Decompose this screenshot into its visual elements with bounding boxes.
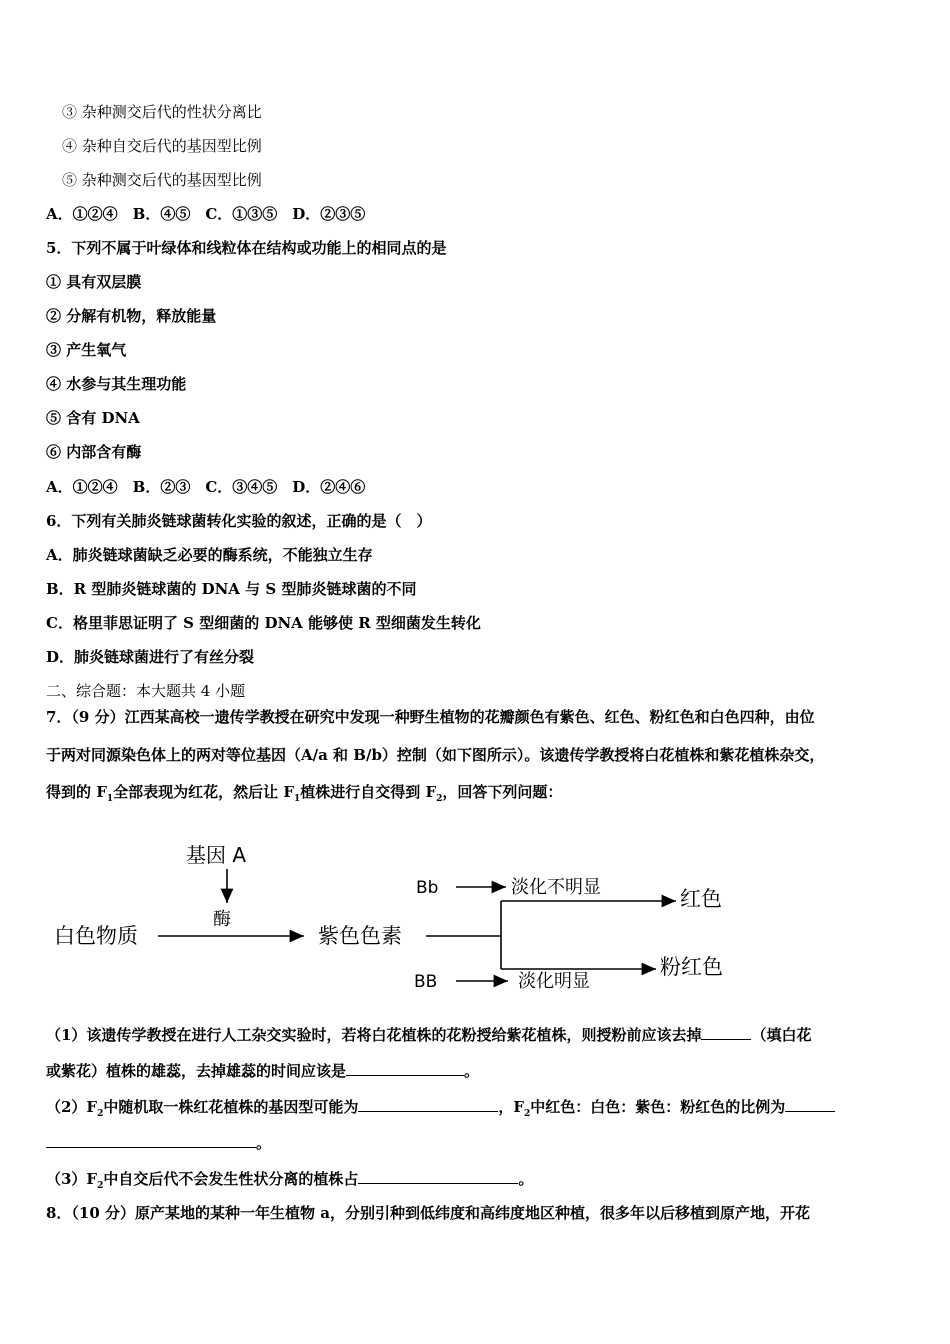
q8-stem: 8．（10 分）原产某地的某种一年生植物 a，分别引种到低纬度和高纬度地区种植，很多年以后移植到原产地，开花 [46,1204,810,1222]
bb-het-label: Bb [416,878,439,898]
red-label: 红色 [680,887,722,911]
q5-stem: 5．下列不属于叶绿体和线粒体在结构或功能上的相同点的是 [46,239,447,257]
bb-homo-label: BB [414,972,438,992]
q7-part1-line1: （1）该遗传学教授在进行人工杂交实验时，若将白花植株的花粉授给紫花植株，则授粉前应该去掉 （填白花 [46,1026,812,1044]
gene-a-label: 基因 A [186,843,247,867]
white-substance-label: 白色物质 [54,924,138,948]
q7-part2-line1: $(2)F_2$中随机取一株红花植株的基因型可能为 ，$F_2$中红色：白色：紫色：粉红色的比例为 [46,1097,835,1124]
enzyme-label: 酶 [213,909,231,930]
q6-option-a: A．肺炎链球菌缺乏必要的酶系统，不能独立生存 [46,546,373,564]
q7-line-1: 7．（9 分）江西某高校一遗传学教授在研究中发现一种野生植物的花瓣颜色有紫色、红色、粉红色和白色四种，由位 [46,708,815,726]
pigment-pathway-diagram [46,835,766,1005]
q7-part1-line2: 或紫花）植株的雄蕊，去掉雄蕊的时间应该是 。 [46,1062,480,1080]
q6-option-d: D．肺炎链球菌进行了有丝分裂 [46,648,255,666]
q6-option-c: C．格里菲思证明了 S 型细菌的 DNA 能够使 R 型细菌发生转化 [46,614,481,632]
q6-option-b: B．R 型肺炎链球菌的 DNA 与 S 型肺炎链球菌的不同 [46,580,417,598]
q7-part2-line2: 。 [46,1133,271,1153]
answer-blank[interactable] [358,1169,518,1184]
q7-line-3: 得到的 $F_1$全部表现为红花，然后让 $F_1$植株进行自交得到 $F_2$，回答下列问题： [46,783,563,804]
pink-label: 粉红色 [660,955,723,979]
strong-fade-label: 淡化明显 [518,971,590,992]
answer-blank[interactable] [358,1097,498,1112]
q7-line-2: 于两对同源染色体上的两对等位基因（A/a 和 B/b）控制（如下图所示）。该遗传学教授将白花植株和紫花植株杂交， [46,746,825,764]
option-3: ③ 杂种测交后代的性状分离比 [62,103,262,121]
q5-item-4: ④ 水参与其生理功能 [46,375,187,393]
q5-item-5: ⑤ 含有 DNA [46,409,140,427]
q5-item-6: ⑥ 内部含有酶 [46,443,142,461]
option-5: ⑤ 杂种测交后代的基因型比例 [62,171,262,189]
answer-blank[interactable] [701,1025,751,1040]
option-4: ④ 杂种自交后代的基因型比例 [62,137,262,155]
q5-item-2: ② 分解有机物，释放能量 [46,307,217,325]
answer-blank[interactable] [46,1133,256,1148]
answer-blank[interactable] [346,1061,464,1076]
q6-stem: 6．下列有关肺炎链球菌转化实验的叙述，正确的是（ ） [46,512,432,530]
q7-part3: $(3)F_2$中自交后代不会发生性状分离的植株占 。 [46,1170,534,1191]
purple-pigment-label: 紫色色素 [318,924,402,948]
q5-item-3: ③ 产生氧气 [46,341,127,359]
q5-item-1: ① 具有双层膜 [46,273,142,291]
q4-answers: A．①②④ B．④⑤ C．①③⑤ D．②③⑤ [46,205,366,223]
answer-blank[interactable] [785,1097,835,1112]
section-2-heading: 二、综合题：本大题共 4 小题 [46,682,246,700]
weak-fade-label: 淡化不明显 [511,877,601,898]
q5-answers: A．①②④ B．②③ C．③④⑤ D．②④⑥ [46,478,366,496]
